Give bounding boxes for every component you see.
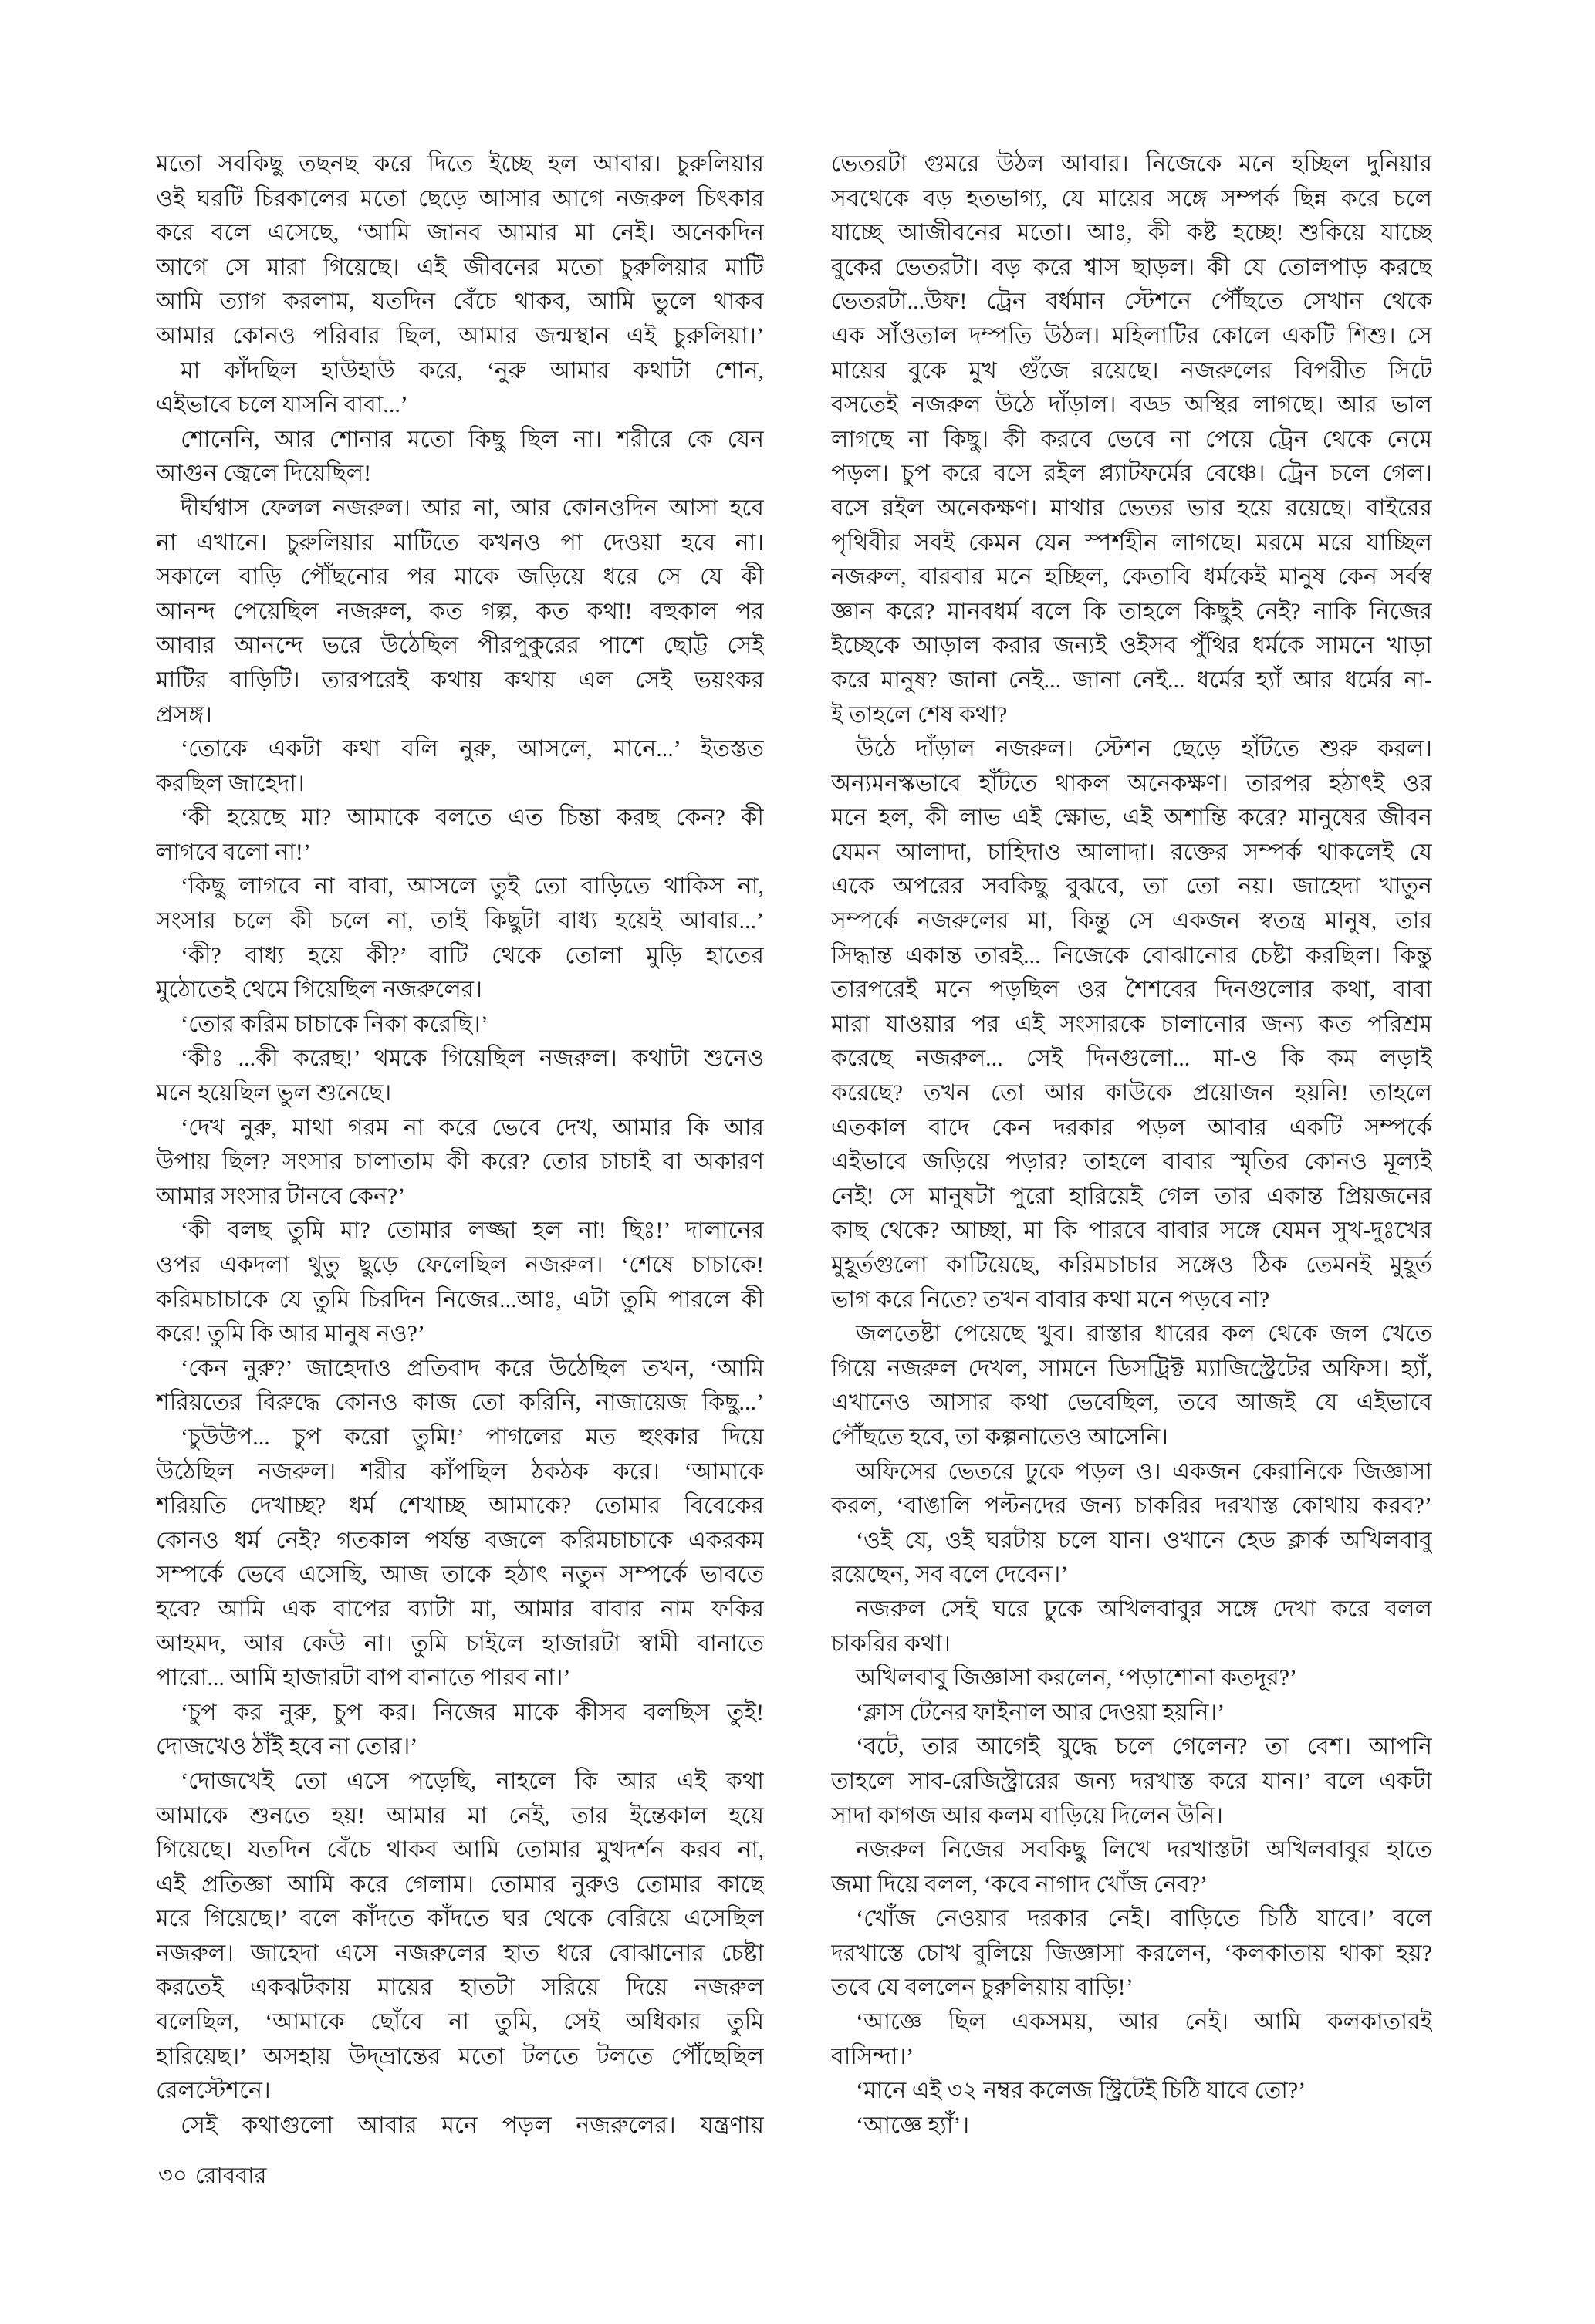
text-line: পৃথিবীর সবই কেমন যেন স্পর্শহীন লাগছে। মরমে মরে যাচ্ছিল [831, 529, 1432, 556]
text-line: হবে? আমি এক বাপের ব্যাটা মা, আমার বাবার নাম ফকির [156, 1596, 764, 1622]
text-line: করল, ‘বাঙালি পল্টনদের জন্য চাকরির দরখাস্ত কোথায় করব?’ [831, 1493, 1432, 1519]
text-line: উঠে দাঁড়াল নজরুল। স্টেশন ছেড়ে হাঁটতে শুরু করল। [856, 736, 1432, 762]
text-line: সেই কথাগুলো আবার মনে পড়ল নজরুলের। যন্ত্রণায় [181, 2112, 764, 2138]
text-line: করিমচাচাকে যে তুমি চিরদিন নিজের...আঃ, এটা তুমি পারলে কী [156, 1286, 764, 1312]
text-line: অফিসের ভেতরে ঢুকে পড়ল ও। একজন কেরানিকে জিজ্ঞাসা [856, 1458, 1432, 1485]
text-line: করে বলে এসেছে, ‘আমি জানব আমার মা নেই। অনেকদিন [156, 220, 764, 246]
text-line: লাগছে না কিছু। কী করবে ভেবে না পেয়ে ট্রেন থেকে নেমে [831, 426, 1432, 452]
text-line: সংসার চলে কী চলে না, তাই কিছুটা বাধ্য হয়েই আবার...’ [156, 908, 764, 934]
text-line: করছিল জাহেদা। [156, 770, 305, 796]
left-column [156, 147, 764, 2143]
text-line: আমি ত্যাগ করলাম, যতদিন বেঁচে থাকব, আমি ভুলে থাকব [156, 289, 764, 315]
text-line: ইচ্ছেকে আড়াল করার জন্যই ওইসব পুঁথির ধর্মকে সামনে খাড়া [831, 633, 1432, 659]
text-line: আহমদ, আর কেউ না। তুমি চাইলে হাজারটা স্বামী বানাতে [156, 1630, 764, 1657]
publication-name: রোববার [194, 2164, 267, 2188]
text-line: জমা দিয়ে বলল, ‘কবে নাগাদ খোঁজ নেব?’ [831, 1871, 1208, 1897]
text-line: বসতেই নজরুল উঠে দাঁড়াল। বড্ড অস্থির লাগছে। আর ভাল [831, 392, 1432, 418]
text-line: লাগবে বলো না!’ [156, 839, 311, 865]
text-line: মনে হয়েছিল ভুল শুনেছে। [156, 1080, 392, 1106]
text-line: ‘মানে এই ৩২ নম্বর কলেজ স্ট্রিটেই চিঠি যাবে তো?’ [856, 2078, 1306, 2104]
text-line: জ্ঞান করে? মানবধর্ম বলে কি তাহলে কিছুই নেই? নাকি নিজের [831, 598, 1432, 624]
text-line: শরিয়তি দেখাচ্ছ? ধর্ম শেখাচ্ছ আমাকে? তোমার বিবেকের [156, 1493, 764, 1519]
text-line: ‘আজ্ঞে হ্যাঁ’। [856, 2112, 970, 2138]
text-line: আবার আনন্দে ভরে উঠেছিল পীরপুকুরের পাশে ছোট্ট সেই [156, 633, 764, 659]
text-line: ‘ওই যে, ওই ঘরটায় চলে যান। ওখানে হেড ক্লার্ক অখিলবাবু [856, 1527, 1432, 1553]
text-line: গিয়ে নজরুল দেখল, সামনে ডিসট্রিক্ট ম্যাজিস্ট্রেটের অফিস। হ্যাঁ, [831, 1355, 1432, 1381]
text-line: ‘তোর করিম চাচাকে নিকা করেছি।’ [181, 1011, 488, 1037]
text-line: যাচ্ছে আজীবনের মতো। আঃ, কী কষ্ট হচ্ছে! শুকিয়ে যাচ্ছে [831, 220, 1432, 246]
text-line: কোনও ধর্ম নেই? গতকাল পর্যন্ত বজলে করিমচাচাকে একরকম [156, 1527, 764, 1553]
text-line: করে! তুমি কি আর মানুষ নও?’ [156, 1321, 425, 1347]
text-line: ‘কিছু লাগবে না বাবা, আসলে তুই তো বাড়িতে থাকিস না, [181, 873, 764, 900]
text-line: ‘আজ্ঞে ছিল একসময়, আর নেই। আমি কলকাতারই [856, 2009, 1432, 2035]
text-line: মুহূর্তগুলো কাটিয়েছে, করিমচাচার সঙ্গেও ঠিক তেমনই মুহূর্ত [831, 1252, 1432, 1278]
text-line: তাহলে সাব-রেজিস্ট্রারের জন্য দরখাস্ত করে যান।’ বলে একটা [831, 1768, 1432, 1794]
text-line: ‘কীঃ ...কী করেছ!’ থমকে গিয়েছিল নজরুল। কথাটা শুনেও [181, 1045, 764, 1072]
text-line: সম্পর্কে ভেবে এসেছি, আজ তাকে হঠাৎ নতুন সম্পর্কে ভাবতে [156, 1562, 764, 1588]
text-line: নজরুল নিজের সবকিছু লিখে দরখাস্তটা অখিলবাবুর হাতে [856, 1837, 1432, 1863]
text-line: তারপরেই মনে পড়ছিল ওর শৈশবের দিনগুলোর কথা, বাবা [831, 977, 1432, 1003]
text-line: ‘খোঁজ নেওয়ার দরকার নেই। বাড়িতে চিঠি যাবে।’ বলে [856, 1906, 1432, 1932]
text-line: বসে রইল অনেকক্ষণ। মাথার ভেতর ভার হয়ে রয়েছে। বাইরের [831, 495, 1432, 521]
right-column [831, 147, 1432, 2143]
text-line: করেছে নজরুল... সেই দিনগুলো... মা-ও কি কম লড়াই [831, 1045, 1432, 1072]
text-line: সকালে বাড়ি পৌঁছনোর পর মাকে জড়িয়ে ধরে সে যে কী [156, 564, 764, 590]
text-line: চাকরির কথা। [831, 1630, 951, 1657]
text-line: প্রসঙ্গ। [156, 701, 212, 728]
text-line: পারো... আমি হাজারটা বাপ বানাতে পারব না।’ [156, 1665, 571, 1691]
text-line: এতকাল বাদে কেন দরকার পড়ল আবার একটি সম্পর্কে [831, 1114, 1432, 1140]
text-line: করে মানুষ? জানা নেই... জানা নেই... ধর্মের হ্যাঁ আর ধর্মের না- [831, 667, 1432, 693]
text-line: ই তাহলে শেষ কথা? [831, 701, 1008, 728]
text-line: ‘বটে, তার আগেই যুদ্ধে চলে গেলেন? তা বেশ। আপনি [856, 1734, 1432, 1760]
text-line: কাছ থেকে? আচ্ছা, মা কি পারবে বাবার সঙ্গে যেমন সুখ-দুঃখের [831, 1218, 1432, 1244]
text-line: সবথেকে বড় হতভাগ্য, যে মায়ের সঙ্গে সম্পর্ক ছিন্ন করে চলে [831, 185, 1432, 211]
text-line: মারা যাওয়ার পর এই সংসারকে চালানোর জন্য কত পরিশ্রম [831, 1011, 1432, 1037]
text-line: করতেই একঝটকায় মায়ের হাতটা সরিয়ে দিয়ে নজরুল [156, 1974, 764, 2001]
text-line: আমাকে শুনতে হয়! আমার মা নেই, তার ইন্তেকাল হয়ে [156, 1802, 764, 1829]
text-line: বুকের ভেতরটা। বড় করে শ্বাস ছাড়ল। কী যে তোলপাড় করছে [831, 254, 1432, 280]
text-line: একে অপরের সবকিছু বুঝবে, তা তো নয়। জাহেদা খাতুন [831, 873, 1432, 900]
text-line: ‘চুউউপ... চুপ করো তুমি!’ পাগলের মত হুংকার দিয়ে [181, 1424, 764, 1450]
text-line: গিয়েছে। যতদিন বেঁচে থাকব আমি তোমার মুখদর্শন করব না, [156, 1837, 764, 1863]
text-line: আমার কোনও পরিবার ছিল, আমার জন্মস্থান এই চুরুলিয়া।’ [156, 323, 764, 349]
text-line: সিদ্ধান্ত একান্ত তারই... নিজেকে বোঝানোর চেষ্টা করছিল। কিন্তু [831, 942, 1432, 968]
text-line: মায়ের বুকে মুখ গুঁজে রয়েছে। নজরুলের বিপরীত সিটে [831, 357, 1432, 383]
text-line: ভেতরটা...উফ! ট্রেন বর্ধমান স্টেশনে পৌঁছতে সেখান থেকে [831, 289, 1432, 315]
text-line: দীর্ঘশ্বাস ফেলল নজরুল। আর না, আর কোনওদিন আসা হবে [181, 495, 764, 521]
text-line: দোজখেও ঠাঁই হবে না তোর।’ [156, 1734, 418, 1760]
text-line: ‘ক্লাস টেনের ফাইনাল আর দেওয়া হয়নি।’ [856, 1699, 1225, 1725]
text-line: পড়ল। চুপ করে বসে রইল প্ল্যাটফর্মের বেঞ্চে। ট্রেন চলে গেল। [831, 461, 1432, 487]
text-line: উপায় ছিল? সংসার চালাতাম কী করে? তোর চাচাই বা অকারণ [156, 1149, 764, 1175]
text-line: বাসিন্দা।’ [831, 2043, 914, 2069]
text-line: মাটির বাড়িটি। তারপরেই কথায় কথায় এল সেই ভয়ংকর [156, 667, 764, 693]
text-line: না এখানে। চুরুলিয়ার মাটিতে কখনও পা দেওয়া হবে না। [156, 529, 764, 556]
text-line: অন্যমনস্কভাবে হাঁটতে থাকল অনেকক্ষণ। তারপর হঠাৎই ওর [831, 770, 1432, 796]
text-line: মা কাঁদছিল হাউহাউ করে, ‘নুরু আমার কথাটা শোন, [181, 357, 764, 383]
text-line: মতো সবকিছু তছনছ করে দিতে ইচ্ছে হল আবার। চুরুলিয়ার [156, 151, 764, 177]
text-line: বলেছিল, ‘আমাকে ছোঁবে না তুমি, সেই অধিকার তুমি [156, 2009, 764, 2035]
text-line: যেমন আলাদা, চাহিদাও আলাদা। রক্তের সম্পর্ক থাকলেই যে [831, 839, 1432, 865]
text-line: ‘তোকে একটা কথা বলি নুরু, আসলে, মানে...’ ইতস্তত [181, 736, 764, 762]
text-line: নেই! সে মানুষটা পুরো হারিয়েই গেল তার একান্ত প্রিয়জনের [831, 1183, 1432, 1209]
text-line: ‘চুপ কর নুরু, চুপ কর। নিজের মাকে কীসব বলছিস তুই! [181, 1699, 764, 1725]
text-line: ‘কী হয়েছে মা? আমাকে বলতে এত চিন্তা করছ কেন? কী [181, 805, 764, 831]
text-line: ভেতরটা গুমরে উঠল আবার। নিজেকে মনে হচ্ছিল দুনিয়ার [831, 151, 1432, 177]
text-line: ‘কী বলছ তুমি মা? তোমার লজ্জা হল না! ছিঃ!’ দালানের [181, 1218, 764, 1244]
text-line: করেছে? তখন তো আর কাউকে প্রয়োজন হয়নি! তাহলে [831, 1080, 1432, 1106]
text-line: ভাগ করে নিতে? তখন বাবার কথা মনে পড়বে না? [831, 1286, 1270, 1312]
text-line: আগুন জ্বেলে দিয়েছিল! [156, 461, 372, 487]
text-line: আমার সংসার টানবে কেন?’ [156, 1183, 406, 1209]
text-line: আগে সে মারা গিয়েছে। এই জীবনের মতো চুরুলিয়ার মাটি [156, 254, 764, 280]
text-line: ওই ঘরটি চিরকালের মতো ছেড়ে আসার আগে নজরুল চিৎকার [156, 185, 764, 211]
text-line: রেলস্টেশনে। [156, 2078, 271, 2104]
text-line: জলতেষ্টা পেয়েছে খুব। রাস্তার ধারের কল থেকে জল খেতে [856, 1321, 1432, 1347]
text-line: নজরুল সেই ঘরে ঢুকে অখিলবাবুর সঙ্গে দেখা করে বলল [856, 1596, 1432, 1622]
text-line: রয়েছেন, সব বলে দেবেন।’ [831, 1562, 1069, 1588]
text-line: ওপর একদলা থুতু ছুড়ে ফেলেছিল নজরুল। ‘শেষে চাচাকে! [156, 1252, 764, 1278]
text-line: ‘দোজখেই তো এসে পড়েছি, নাহলে কি আর এই কথা [181, 1768, 764, 1794]
text-line: হারিয়েছ।’ অসহায় উদ্‌ভ্রান্তের মতো টলতে টলতে পৌঁছেছিল [156, 2043, 764, 2069]
text-line: সাদা কাগজ আর কলম বাড়িয়ে দিলেন উনি। [831, 1802, 1224, 1829]
text-line: মরে গিয়েছে।’ বলে কাঁদতে কাঁদতে ঘর থেকে বেরিয়ে এসেছিল [156, 1906, 764, 1932]
text-line: এই প্রতিজ্ঞা আমি করে গেলাম। তোমার নুরুও তোমার কাছে [156, 1871, 764, 1897]
page-footer [158, 2159, 267, 2194]
text-line: ‘কী? বাধ্য হয়ে কী?’ বাটি থেকে তোলা মুড়ি হাতের [181, 942, 764, 968]
page-number: ৩০ [158, 2164, 188, 2188]
text-line: ‘কেন নুরু?’ জাহেদাও প্রতিবাদ করে উঠেছিল তখন, ‘আমি [181, 1355, 764, 1381]
text-line: তবে যে বললেন চুরুলিয়ায় বাড়ি!’ [831, 1974, 1134, 2001]
text-line: আনন্দ পেয়েছিল নজরুল, কত গল্প, কত কথা! বহুকাল পর [156, 598, 764, 624]
text-line: এইভাবে জড়িয়ে পড়ার? তাহলে বাবার স্মৃতির কোনও মূল্যই [831, 1149, 1432, 1175]
text-line: সম্পর্কে নজরুলের মা, কিন্তু সে একজন স্বতন্ত্র মানুষ, তার [831, 908, 1432, 934]
text-line: শোনেনি, আর শোনার মতো কিছু ছিল না। শরীরে কে যেন [181, 426, 764, 452]
text-line: মুঠোতেই থেমে গিয়েছিল নজরুলের। [156, 977, 482, 1003]
text-line: মনে হল, কী লাভ এই ক্ষোভ, এই অশান্তি করে? মানুষের জীবন [831, 805, 1432, 831]
text-line: পৌঁছতে হবে, তা কল্পনাতেও আসেনি। [831, 1424, 1168, 1450]
text-line: শরিয়তের বিরুদ্ধে কোনও কাজ তো করিনি, নাজায়েজ কিছু...’ [156, 1390, 764, 1416]
text-line: ‘দেখ নুরু, মাথা গরম না করে ভেবে দেখ, আমার কি আর [181, 1114, 764, 1140]
text-line: নজরুল। জাহেদা এসে নজরুলের হাত ধরে বোঝানোর চেষ্টা [156, 1940, 764, 1966]
text-line: উঠেছিল নজরুল। শরীর কাঁপছিল ঠকঠক করে। ‘আমাকে [156, 1458, 764, 1485]
text-line: এখানেও আসার কথা ভেবেছিল, তবে আজই যে এইভাবে [831, 1390, 1432, 1416]
text-line: এইভাবে চলে যাসনি বাবা...’ [156, 392, 408, 418]
text-line: এক সাঁওতাল দম্পতি উঠল। মহিলাটির কোলে একটি শিশু। সে [831, 323, 1432, 349]
text-line: অখিলবাবু জিজ্ঞাসা করলেন, ‘পড়াশোনা কতদূর?’ [856, 1665, 1298, 1691]
text-line: দরখাস্তে চোখ বুলিয়ে জিজ্ঞাসা করলেন, ‘কলকাতায় থাকা হয়? [831, 1940, 1432, 1966]
text-line: নজরুল, বারবার মনে হচ্ছিল, কেতাবি ধর্মকেই মানুষ কেন সর্বস্ব [831, 564, 1432, 590]
